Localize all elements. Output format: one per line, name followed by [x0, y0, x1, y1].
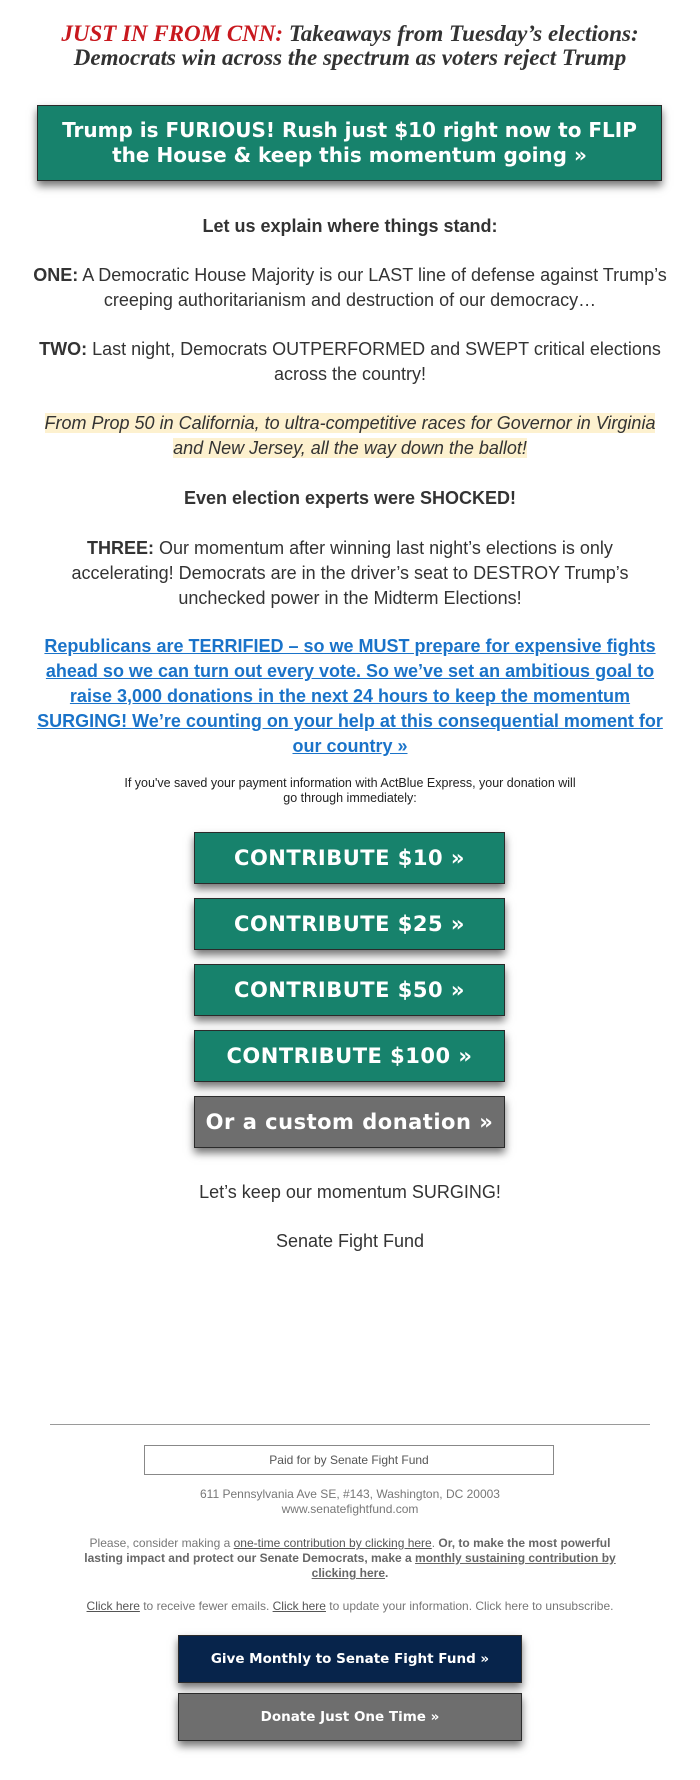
headline-line2: Democrats win across the spectrum as voters reject Trump	[73, 45, 627, 70]
contribute-50-button[interactable]	[194, 964, 505, 1016]
consider-bold-end: .	[385, 1566, 389, 1580]
intro-label: Let us explain where things stand:	[202, 216, 498, 236]
express-note-text: If you've saved your payment information with ActBlue Express, your donation will go through immediately:	[124, 776, 576, 805]
highlight-text: From Prop 50 in California, to ultra-competitive races for Governor in Virginia and New Jersey, all the way down the ballot!	[44, 413, 656, 458]
monthly-contribution-link[interactable]: monthly sustaining contribution by clicking here	[311, 1551, 616, 1580]
headline	[0, 22, 700, 70]
headline-line1: Takeaways from Tuesday’s elections:	[283, 21, 639, 46]
point-two-text: Last night, Democrats OUTPERFORMED and SWEPT critical elections across the country!	[87, 339, 661, 384]
consider-mid: .	[431, 1536, 439, 1550]
headline-prefix: JUST IN FROM CNN:	[61, 21, 284, 46]
experts-label: Even election experts were SHOCKED!	[183, 488, 517, 508]
fewer-emails-text: to receive fewer emails.	[139, 1599, 273, 1613]
point-three-text: Our momentum after winning last night’s elections is only accelerating! Democrats are in the driver’s seat to DESTROY Trump’s unchecked power in the Midterm Elections!	[71, 538, 629, 608]
express-note	[120, 776, 580, 806]
appeal-link[interactable]: Republicans are TERRIFIED – so we MUST prepare for expensive fights ahead so we can turn out every vote. So we’ve set an ambitious goal to raise 3,000 donations in the next 24 hours to keep the momentum SURGING! We’re counting on your help at this consequential moment for our country »	[37, 636, 663, 756]
contribute-100-label: CONTRIBUTE $100 »	[226, 1044, 473, 1068]
experts-text	[30, 486, 670, 511]
point-one-text: A Democratic House Majority is our LAST line of defense against Trump’s creeping authoritarianism and destruction of our democracy…	[78, 265, 667, 310]
point-three	[50, 536, 650, 611]
paid-for-box	[144, 1445, 554, 1475]
footer-divider	[50, 1424, 650, 1425]
top-donate-button[interactable]	[37, 105, 662, 181]
custom-donation-label: Or a custom donation »	[205, 1110, 494, 1134]
contribute-10-button[interactable]	[194, 832, 505, 884]
custom-donation-button[interactable]	[194, 1096, 505, 1148]
top-donate-label: Trump is FURIOUS! Rush just $10 right now to FLIP the House & keep this momentum going »	[62, 118, 637, 167]
consider-bold-text: Or, to make the most powerful lasting impact and protect our Senate Democrats, make a	[84, 1536, 611, 1565]
give-monthly-label: Give Monthly to Senate Fight Fund »	[210, 1651, 490, 1667]
appeal-paragraph	[30, 634, 670, 759]
footer-address: 611 Pennsylvania Ave SE, #143, Washington, DC 20003	[200, 1487, 500, 1501]
highlight-paragraph	[28, 411, 672, 461]
contribute-25-label: CONTRIBUTE $25 »	[234, 912, 465, 936]
point-two-label: TWO:	[39, 339, 88, 359]
update-info-text: to update your information. Click here to unsubscribe.	[325, 1599, 614, 1613]
point-one-label: ONE:	[33, 265, 79, 285]
one-time-contribution-link[interactable]: one-time contribution by clicking here	[233, 1536, 432, 1550]
donate-one-time-label: Donate Just One Time »	[260, 1709, 440, 1725]
footer-website: www.senatefightfund.com	[281, 1502, 419, 1516]
footer-unsubscribe	[40, 1599, 660, 1614]
closing-line	[30, 1180, 670, 1205]
point-three-label: THREE:	[87, 538, 155, 558]
intro-text	[30, 214, 670, 239]
signature-text: Senate Fight Fund	[275, 1231, 425, 1251]
footer-consider	[70, 1536, 630, 1581]
contribute-10-label: CONTRIBUTE $10 »	[234, 846, 465, 870]
closing-text: Let’s keep our momentum SURGING!	[199, 1182, 501, 1202]
fewer-emails-link[interactable]: Click here	[86, 1599, 140, 1613]
donate-one-time-button[interactable]	[178, 1693, 522, 1741]
consider-prefix: Please, consider making a	[89, 1536, 234, 1550]
contribute-100-button[interactable]	[194, 1030, 505, 1082]
signature	[30, 1229, 670, 1254]
contribute-50-label: CONTRIBUTE $50 »	[234, 978, 465, 1002]
point-one	[30, 263, 670, 313]
update-info-link[interactable]: Click here	[272, 1599, 326, 1613]
give-monthly-button[interactable]	[178, 1635, 522, 1683]
footer-address-block	[40, 1487, 660, 1517]
paid-for-text: Paid for by Senate Fight Fund	[269, 1453, 429, 1467]
contribute-25-button[interactable]	[194, 898, 505, 950]
point-two	[30, 337, 670, 387]
